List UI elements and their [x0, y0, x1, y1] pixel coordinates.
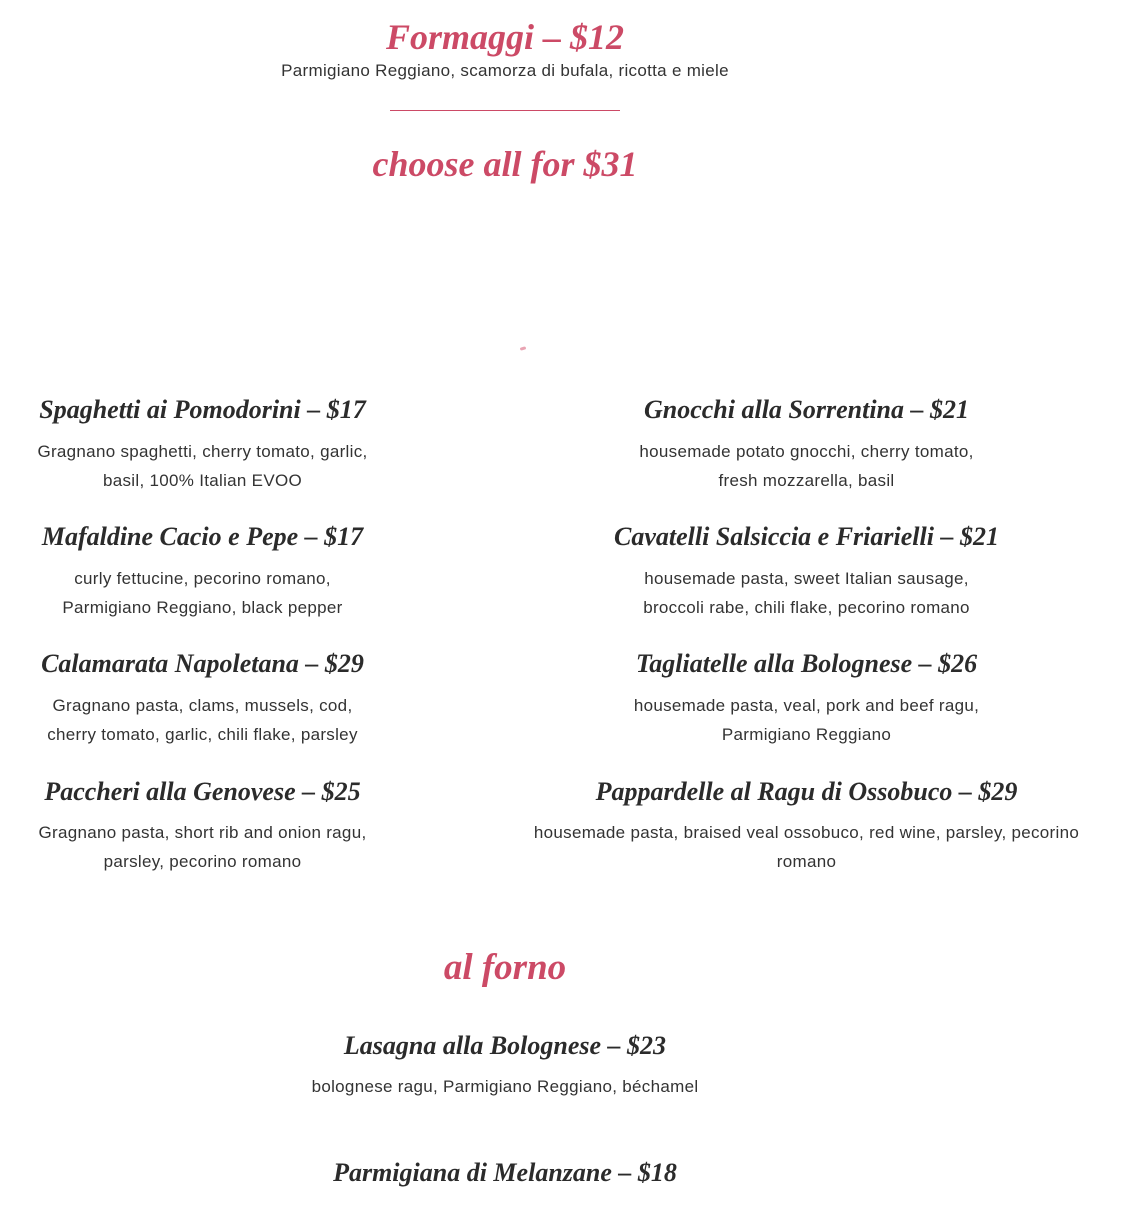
- dish-description-line: Gragnano pasta, short rib and onion ragu,: [38, 823, 367, 842]
- dish-name: Cavatelli Salsiccia e Friarielli – $21: [614, 522, 999, 551]
- decorative-mark: [520, 346, 527, 350]
- dish-description-line: basil, 100% Italian EVOO: [102, 470, 303, 490]
- dish-description: bolognese ragu, Parmigiano Reggiano, béchamel: [311, 1077, 699, 1096]
- dish-name: Pappardelle al Ragu di Ossobuco – $29: [595, 777, 1018, 806]
- section-divider: [390, 110, 620, 111]
- dish-description-line: Gragnano spaghetti, cherry tomato, garlic,: [37, 442, 368, 461]
- al-forno-title: al forno: [443, 947, 567, 988]
- dish-name: Lasagna alla Bolognese – $23: [343, 1031, 667, 1060]
- dish-description: [508, 692, 1105, 749]
- dish-description-line: broccoli rabe, chili flake, pecorino romano: [643, 597, 970, 617]
- dish-description-line: housemade pasta, veal, pork and beef ragu,: [633, 696, 980, 715]
- dish-description-line: Parmigiano Reggiano, black pepper: [62, 597, 343, 617]
- dish-description-line: romano: [776, 851, 837, 871]
- dish-description: [508, 819, 1105, 876]
- dish-description-line: Parmigiano Reggiano: [721, 724, 892, 744]
- dish-name: Spaghetti ai Pomodorini – $17: [39, 395, 366, 424]
- dish-description-line: Gragnano pasta, clams, mussels, cod,: [52, 696, 353, 715]
- dish-description-line: parsley, pecorino romano: [103, 851, 302, 871]
- dish-name: Calamarata Napoletana – $29: [41, 649, 364, 678]
- choose-all-label: choose all for $31: [372, 144, 638, 184]
- dish-description-line: housemade pasta, sweet Italian sausage,: [644, 569, 969, 588]
- dish-description: [0, 438, 405, 495]
- dish-description-line: curly fettucine, pecorino romano,: [74, 569, 331, 588]
- dish-description-line: housemade pasta, braised veal ossobuco, red wine, parsley, pecorino: [533, 823, 1080, 842]
- dish-description-line: housemade potato gnocchi, cherry tomato,: [639, 442, 974, 461]
- dish-description-line: cherry tomato, garlic, chili flake, parsley: [47, 724, 358, 744]
- dish-name: Parmigiana di Melanzane – $18: [333, 1158, 677, 1187]
- dish-description: [508, 565, 1105, 622]
- dish-name: Tagliatelle alla Bolognese – $26: [635, 649, 978, 678]
- dish-name: Mafaldine Cacio e Pepe – $17: [41, 522, 364, 551]
- dish-name: Paccheri alla Genovese – $25: [44, 777, 361, 806]
- formaggi-description: Parmigiano Reggiano, scamorza di bufala, ricotta e miele: [281, 61, 729, 80]
- dish-description: [0, 692, 405, 749]
- formaggi-title: Formaggi – $12: [385, 17, 625, 57]
- dish-description: [508, 438, 1105, 495]
- dish-description-line: fresh mozzarella, basil: [718, 470, 895, 490]
- dish-name: Gnocchi alla Sorrentina – $21: [643, 395, 970, 424]
- dish-description: [0, 819, 405, 876]
- dish-description: [0, 565, 405, 622]
